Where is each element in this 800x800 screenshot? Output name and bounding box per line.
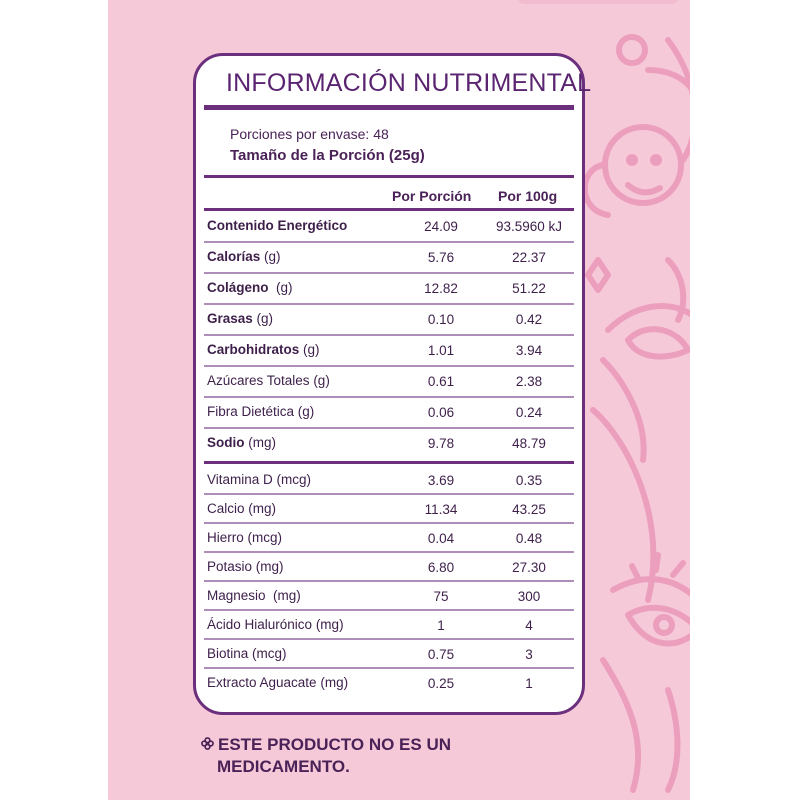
nutrient-unit: (mg): [265, 588, 301, 603]
value-per-100g: 0.24: [515, 405, 543, 420]
nutrient-label: Calorías: [207, 249, 261, 264]
nutrient-name: [207, 249, 281, 264]
nutrient-unit: (mcg): [272, 472, 312, 487]
value-per-portion: 11.34: [424, 502, 458, 517]
serving-divider: [204, 175, 574, 178]
value-per-100g: 0.48: [515, 531, 543, 546]
disclaimer-footnote: [201, 734, 451, 778]
table-row: [196, 397, 582, 428]
table-row: [196, 304, 582, 335]
nutrient-label: Calcio: [207, 501, 245, 516]
nutrient-unit: (g): [260, 249, 281, 264]
nutrient-name: [207, 435, 276, 450]
nutrient-name: [207, 501, 276, 516]
nutrient-unit: (g): [294, 404, 315, 419]
nutrient-name: [207, 472, 311, 487]
nutrient-label: Magnesio: [207, 588, 266, 603]
nutrient-name: [207, 342, 320, 357]
table-row: [196, 335, 582, 366]
nutrient-name: [207, 373, 330, 388]
value-per-portion: 0.75: [427, 647, 455, 662]
serving-size: Tamaño de la Porción (25g): [230, 147, 425, 164]
nutrient-label: Colágeno: [207, 280, 269, 295]
value-per-portion: 0.25: [427, 676, 455, 691]
value-per-portion: 0.61: [427, 374, 455, 389]
col-header-per-portion: Por Porción: [392, 188, 472, 204]
section-divider: [204, 461, 574, 464]
value-per-100g: 22.37: [512, 250, 546, 265]
nutrient-label: Grasas: [207, 311, 253, 326]
table-row: [196, 610, 582, 641]
nutrient-name: [207, 280, 293, 295]
nutrient-name: [207, 588, 301, 603]
nutrient-unit: (mg): [316, 675, 349, 690]
value-per-portion: 12.82: [424, 281, 458, 296]
table-row: [196, 465, 582, 496]
value-per-100g: 27.30: [512, 560, 546, 575]
table-row: [196, 581, 582, 612]
nutrient-name: [207, 675, 348, 690]
table-row: [196, 211, 582, 242]
nutrient-name: [207, 559, 284, 574]
value-per-portion: 75: [433, 589, 449, 604]
nutrient-label: Extracto Aguacate: [207, 675, 317, 690]
nutrient-name: [207, 218, 347, 233]
value-per-100g: 3.94: [515, 343, 543, 358]
nutrient-name: [207, 404, 314, 419]
value-per-portion: 1.01: [427, 343, 455, 358]
table-row: [196, 273, 582, 304]
value-per-100g: 0.35: [515, 473, 543, 488]
value-per-100g: 43.25: [512, 502, 546, 517]
table-row: [196, 552, 582, 583]
nutrient-label: Contenido Energético: [207, 218, 348, 233]
value-per-100g: 48.79: [512, 436, 546, 451]
value-per-portion: 0.10: [427, 312, 455, 327]
nutrient-unit: (mg): [252, 559, 284, 574]
nutrient-name: [207, 311, 273, 326]
value-per-portion: 0.06: [427, 405, 455, 420]
nutrition-title: INFORMACIÓN NUTRIMENTAL: [226, 69, 592, 97]
nutrient-name: [207, 646, 287, 661]
table-row: [196, 242, 582, 273]
value-per-100g: 4: [525, 618, 533, 633]
table-row: [196, 428, 582, 459]
nutrient-unit: (g): [268, 280, 293, 295]
value-per-portion: 24.09: [424, 219, 458, 234]
flower-icon: [201, 734, 215, 756]
nutrient-label: Azúcares Totales: [207, 373, 310, 388]
value-per-portion: 3.69: [427, 473, 455, 488]
col-header-per-100g: Por 100g: [498, 188, 558, 204]
nutrient-unit: (g): [252, 311, 274, 326]
title-divider: [204, 105, 574, 110]
table-row: [196, 639, 582, 670]
nutrient-unit: (mcg): [248, 646, 287, 661]
nutrient-label: Biotina: [207, 646, 249, 661]
nutrient-unit: (mcg): [243, 530, 283, 545]
nutrient-label: Potasio: [207, 559, 253, 574]
nutrient-unit: (mg): [312, 617, 344, 632]
nutrition-facts-card: [193, 53, 592, 715]
value-per-100g: 3: [525, 647, 533, 662]
table-row: [196, 668, 582, 699]
nutrient-label: Hierro: [207, 530, 244, 545]
table-row: [196, 523, 582, 554]
table-row: [196, 366, 582, 397]
value-per-100g: 1: [525, 676, 533, 691]
nutrient-unit: (g): [299, 342, 320, 357]
nutrient-label: Carbohidratos: [207, 342, 300, 357]
value-per-portion: 9.78: [427, 436, 455, 451]
value-per-100g: 2.38: [515, 374, 543, 389]
nutrient-label: Sodio: [207, 435, 245, 450]
nutrient-name: [207, 530, 282, 545]
value-per-portion: 5.76: [427, 250, 455, 265]
value-per-portion: 6.80: [427, 560, 455, 575]
disclaimer-line1: ESTE PRODUCTO NO ES UN: [218, 735, 451, 754]
nutrient-unit: (mg): [244, 501, 277, 516]
nutrient-label: Vitamina D: [207, 472, 273, 487]
nutrient-unit: (g): [309, 373, 330, 388]
value-per-100g: 300: [517, 589, 541, 604]
table-row: [196, 494, 582, 525]
value-per-portion: 1: [437, 618, 445, 633]
value-per-100g: 93.5960 kJ: [495, 219, 563, 234]
nutrient-unit: (mg): [244, 435, 276, 450]
value-per-100g: 51.22: [512, 281, 546, 296]
value-per-portion: 0.04: [427, 531, 455, 546]
disclaimer-line2: MEDICAMENTO.: [217, 757, 350, 776]
portions-per-package: Porciones por envase: 48: [230, 126, 389, 142]
nutrient-name: [207, 617, 344, 632]
value-per-100g: 0.42: [515, 312, 543, 327]
nutrient-label: Ácido Hialurónico: [207, 617, 313, 632]
nutrient-label: Fibra Dietética: [207, 404, 295, 419]
